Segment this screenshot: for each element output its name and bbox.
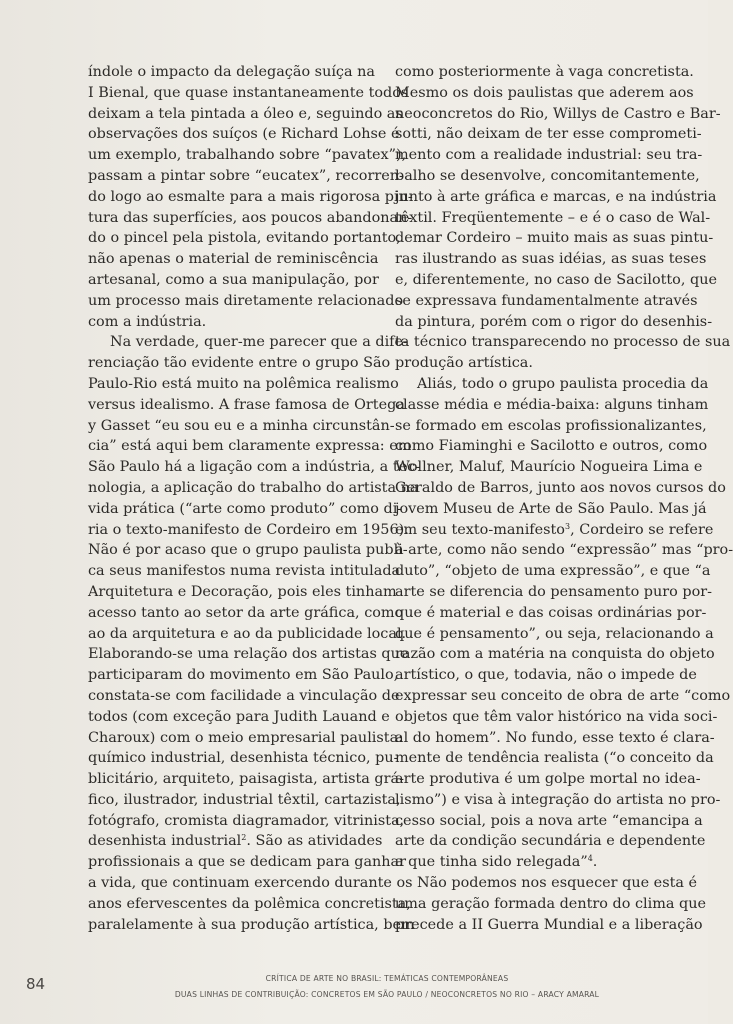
text-line: renciação tão evidente entre o grupo São [88, 355, 391, 372]
text-line: al do homem”. No fundo, esse texto é clara- [395, 729, 715, 746]
text-line: nologia, a aplicação do trabalho do artista na [88, 479, 419, 496]
text-line: anos efervescentes da polêmica concretista, [88, 895, 411, 912]
text-segment: . [592, 854, 598, 871]
text-line: da pintura, porém com o rigor do desenhis- [395, 313, 713, 330]
text-line: cesso social, pois a nova arte “emancipa a [395, 812, 703, 829]
text-line: mente de tendência realista (“o conceito da [395, 750, 714, 767]
text-line: do logo ao esmalte para a mais rigorosa pin- [88, 188, 413, 205]
text-line: neoconcretos do Rio, Willys de Castro e Bar- [395, 105, 721, 122]
text-line: expressar seu conceito de obra de arte “como [395, 687, 731, 704]
text-line: Não é por acaso que o grupo paulista publi- [88, 542, 408, 559]
text-line: e, diferentemente, no caso de Sacilotto, que [395, 271, 717, 288]
text-line: constata-se com facilidade a vinculação de [88, 687, 400, 704]
text-line: precede a II Guerra Mundial e a liberação [395, 916, 703, 933]
text-line: não apenas o material de reminiscência [88, 251, 379, 268]
text-line: ria o texto-manifesto de Cordeiro em 1956). [88, 521, 409, 538]
text-line: balho se desenvolve, concomitantemente, [395, 167, 700, 184]
text-line: acesso tanto ao setor da arte gráfica, como [88, 604, 404, 621]
footnote-ref-line [395, 852, 682, 873]
text-line: arte produtiva é um golpe mortal no idea- [395, 771, 701, 788]
right-text-column [395, 62, 733, 935]
text-line: se expressava fundamentalmente através [395, 292, 698, 309]
text-segment: desenhista industrial [88, 833, 242, 850]
text-line: ta técnico transparecendo no processo de sua [395, 334, 731, 351]
text-line: I Bienal, que quase instantaneamente todos [88, 84, 409, 101]
text-line: um exemplo, trabalhando sobre “pavatex”), [88, 147, 407, 164]
paragraph-start-line: Aliás, todo o grupo paulista procedia da [417, 375, 709, 392]
text-line: mento com a realidade industrial: seu tra- [395, 147, 703, 164]
footnote-ref[interactable]: 2 [241, 833, 247, 843]
page-number: 84 [26, 975, 46, 993]
footnote-ref[interactable]: 3 [564, 521, 571, 531]
text-line: ras ilustrando as suas idéias, as suas teses [395, 251, 707, 268]
text-line: razão com a matéria na conquista do objeto [395, 646, 715, 663]
text-line: têxtil. Freqüentemente – e é o caso de Wal- [395, 209, 711, 226]
text-line: versus idealismo. A frase famosa de Ortega [88, 396, 405, 413]
text-line: São Paulo há a ligação com a indústria, a tec- [88, 459, 421, 476]
text-line: deixam a tela pintada a óleo e, seguindo as [88, 105, 403, 122]
text-line: observações dos suíços (e Richard Lohse é [88, 126, 400, 143]
paragraph-start-line: Na verdade, quer-me parecer que a dife- [110, 334, 408, 351]
text-line: uma geração formada dentro do clima que [395, 895, 707, 912]
text-line: Arquitetura e Decoração, pois eles tinham [88, 583, 397, 600]
text-line: duto”, “objeto de uma expressão”, e que “a [395, 563, 711, 580]
text-line: um processo mais diretamente relacionado [88, 292, 404, 309]
text-line: arte se diferencia do pensamento puro por- [395, 583, 713, 600]
text-line: do o pincel pela pistola, evitando portanto, [88, 230, 401, 247]
footnote-ref-line [395, 520, 714, 541]
text-line: com a indústria. [88, 313, 207, 330]
text-line: Charoux) com o meio empresarial paulista: [88, 729, 403, 746]
text-line: cia” está aqui bem claramente expressa: em [88, 438, 412, 455]
text-line: Geraldo de Barros, junto aos novos cursos do [395, 479, 726, 496]
paragraph-start-line: Não podemos nos esquecer que esta é [417, 875, 698, 892]
text-line: demar Cordeiro – muito mais as suas pintu- [395, 230, 714, 247]
text-line: artesanal, como a sua manipulação, por [88, 271, 379, 288]
text-line: classe média e média-baixa: alguns tinham [395, 396, 709, 413]
text-line: participaram do movimento em São Paulo, [88, 667, 399, 684]
text-segment: , Cordeiro se refere [570, 521, 714, 538]
text-line: se formado em escolas profissionalizantes, [395, 417, 707, 434]
text-line: que é pensamento”, ou seja, relacionando a [395, 625, 714, 642]
text-line: Elaborando-se uma relação dos artistas que [88, 646, 409, 663]
footnote-ref[interactable]: 4 [587, 854, 593, 864]
running-footer-chapter-title: DUAS LINHAS DE CONTRIBUIÇÃO: CONCRETOS EM SÃO PAULO / NEOCONCRETOS NO RIO – ARACY AMARAL [174, 990, 600, 999]
text-line: y Gasset “eu sou eu e a minha circunstân- [88, 417, 395, 434]
text-line: sotti, não deixam de ter esse comprometi- [395, 126, 702, 143]
text-line: arte da condição secundária e dependente [395, 833, 706, 850]
text-line: lismo”) e visa à integração do artista no pro- [395, 791, 721, 808]
text-line: ao da arquitetura e ao da publicidade local. [88, 625, 407, 642]
text-line: jovem Museu de Arte de São Paulo. Mas já [395, 500, 707, 517]
text-line: todos (com exceção para Judith Lauand e [88, 708, 390, 725]
text-segment: a que tinha sido relegada” [395, 854, 588, 871]
text-line: à arte, como não sendo “expressão” mas “pro- [395, 542, 733, 559]
text-line: vida prática (“arte como produto” como di- [88, 500, 403, 517]
text-line: químico industrial, desenhista técnico, pu- [88, 750, 399, 767]
text-line: como Fiaminghi e Sacilotto e outros, como [395, 438, 708, 455]
text-line: tura das superfícies, aos poucos abandonan- [88, 209, 413, 226]
text-segment: em seu texto-manifesto [395, 521, 565, 538]
running-footer-book-title: CRÍTICA DE ARTE NO BRASIL: TEMÁTICAS CONTEMPORÂNEAS [265, 974, 509, 983]
left-text-column [88, 62, 421, 935]
text-line: Mesmo os dois paulistas que aderem aos [395, 84, 694, 101]
text-line: blicitário, arquiteto, paisagista, artista grá- [88, 771, 404, 788]
text-line: ca seus manifestos numa revista intitulada [88, 563, 401, 580]
footnote-ref-line [88, 831, 383, 852]
text-segment: . São as atividades [246, 833, 383, 850]
text-line: a vida, que continuam exercendo durante os [88, 875, 413, 892]
text-line: passam a pintar sobre “eucatex”, recorren- [88, 167, 404, 184]
text-line: que é material e das coisas ordinárias por- [395, 604, 707, 621]
text-line: artístico, o que, todavia, não o impede de [395, 667, 697, 684]
text-line: Paulo-Rio está muito na polêmica realismo [88, 375, 399, 392]
text-line: índole o impacto da delegação suíça na [88, 64, 375, 80]
text-line: produção artística. [395, 355, 533, 372]
text-line: objetos que têm valor histórico na vida soci- [395, 708, 718, 725]
text-line: fico, ilustrador, industrial têxtil, cartazista, [88, 791, 401, 808]
text-line: junto à arte gráfica e marcas, e na indústria [395, 188, 717, 205]
text-line: fotógrafo, cromista diagramador, vitrinista, [88, 812, 405, 829]
text-line: profissionais a que se dedicam para ganhar [88, 854, 407, 871]
text-line: como posteriormente à vaga concretista. [395, 64, 694, 80]
text-line: Wollner, Maluf, Maurício Nogueira Lima e [395, 459, 703, 476]
text-line: paralelamente à sua produção artística, bem [88, 916, 415, 933]
